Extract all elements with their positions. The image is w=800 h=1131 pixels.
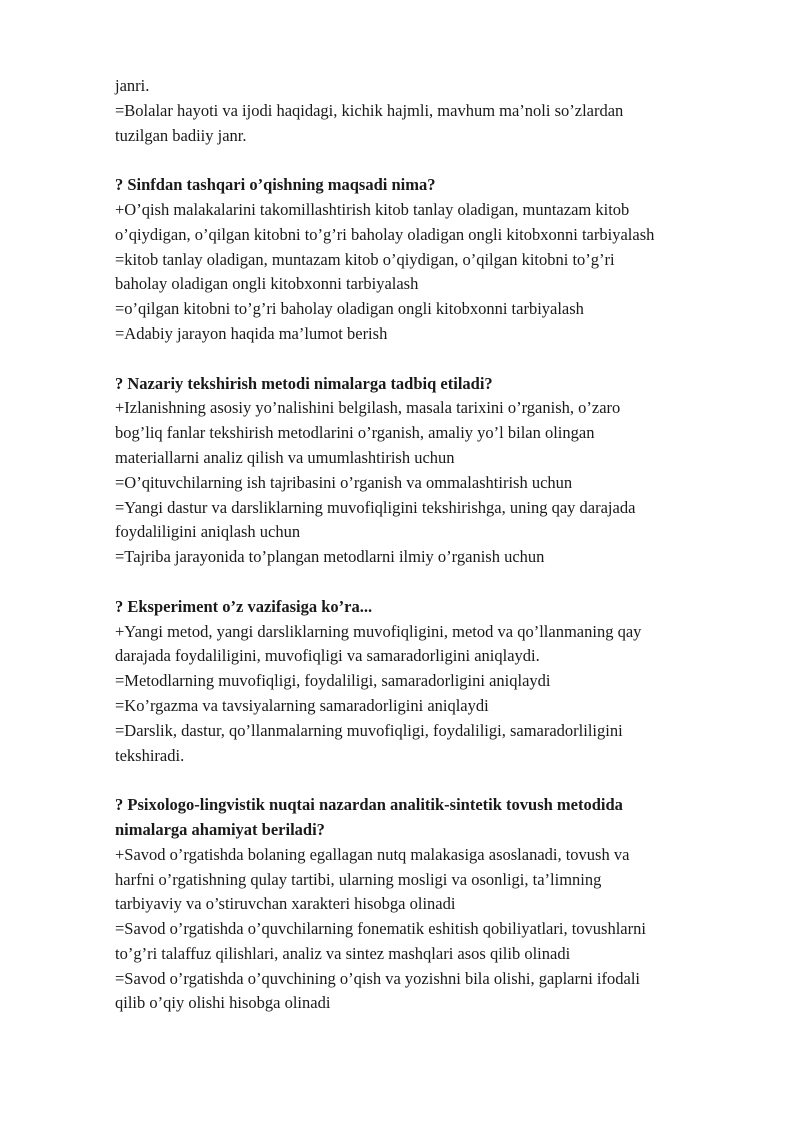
answer-line: +Yangi metod, yangi darsliklarning muvofiqligini, metod va qo’llanmaning qay: [115, 621, 642, 641]
answer-line: =kitob tanlay oladigan, muntazam kitob o’qiydigan, o’qilgan kitobni to’g’ri: [115, 249, 615, 269]
answer-line: harfni o’rgatishning qulay tartibi, ularning mosligi va osonligi, ta’limning: [115, 869, 602, 889]
answer-line: foydaliligini aniqlash uchun: [115, 522, 301, 542]
answer-line: +Izlanishning asosiy yo’nalishini belgilash, masala tarixini o’rganish, o’zaro: [115, 398, 621, 418]
paragraph-gap: [115, 148, 735, 173]
answer-line: tekshiradi.: [115, 745, 185, 765]
answer-line: darajada foydaliligini, muvofiqligi va samaradorligini aniqlaydi.: [115, 646, 540, 666]
answer-line: +O’qish malakalarini takomillashtirish kitob tanlay oladigan, muntazam kitob: [115, 199, 630, 219]
text-line: janri.: [115, 76, 150, 95]
answer-line: =O’qituvchilarning ish tajribasini o’rganish va ommalashtirish uchun: [115, 472, 573, 492]
answer-line: =Savod o’rgatishda o’quvchilarning fonematik eshitish qobiliyatlari, tovushlarni: [115, 919, 646, 939]
question-heading: ? Sinfdan tashqari o’qishning maqsadi nima?: [115, 175, 436, 195]
answer-line: =Savod o’rgatishda o’quvchining o’qish va yozishni bila olishi, gaplarni ifodali: [115, 968, 641, 988]
answer-line: o’qiydigan, o’qilgan kitobni to’g’ri baholay oladigan ongli kitobxonni tarbiyalash: [115, 224, 655, 244]
answer-line: baholay oladigan ongli kitobxonni tarbiyalash: [115, 274, 419, 294]
answer-line: to’g’ri talaffuz qilishlari, analiz va sintez mashqlari asos qilib olinadi: [115, 943, 571, 963]
answer-line: =Darslik, dastur, qo’llanmalarning muvofiqligi, foydaliligi, samaradorliligini: [115, 720, 623, 740]
answer-line: =Yangi dastur va darsliklarning muvofiqligini tekshirishga, uning qay darajada: [115, 497, 636, 517]
question-heading: ? Nazariy tekshirish metodi nimalarga tadbiq etiladi?: [115, 373, 493, 393]
document-page: [115, 74, 735, 1016]
answer-line: +Savod o’rgatishda bolaning egallagan nutq malakasiga asoslanadi, tovush va: [115, 844, 630, 864]
paragraph-gap: [115, 570, 735, 595]
answer-line: =Adabiy jarayon haqida ma’lumot berish: [115, 323, 388, 343]
answer-line: bog’liq fanlar tekshirish metodlarini o’rganish, amaliy yo’l bilan olingan: [115, 423, 595, 443]
answer-line: materiallarni analiz qilish va umumlashtirish uchun: [115, 447, 455, 467]
answer-line: tuzilgan badiiy janr.: [115, 125, 247, 145]
paragraph-gap: [115, 768, 735, 793]
question-heading: ? Eksperiment o’z vazifasiga ko’ra...: [115, 596, 373, 616]
answer-line: =Bolalar hayoti va ijodi haqidagi, kichik hajmli, mavhum ma’noli so’zlardan: [115, 100, 624, 120]
answer-line: =Ko’rgazma va tavsiyalarning samaradorligini aniqlaydi: [115, 695, 489, 715]
answer-line: tarbiyaviy va o’stiruvchan xarakteri hisobga olinadi: [115, 894, 456, 914]
answer-line: =o’qilgan kitobni to’g’ri baholay oladigan ongli kitobxonni tarbiyalash: [115, 299, 584, 319]
answer-line: qilib o’qiy olishi hisobga olinadi: [115, 993, 331, 1013]
question-heading: nimalarga ahamiyat beriladi?: [115, 819, 325, 839]
answer-line: =Tajriba jarayonida to’plangan metodlarni ilmiy o’rganish uchun: [115, 547, 545, 567]
answer-line: =Metodlarning muvofiqligi, foydaliligi, samaradorligini aniqlaydi: [115, 671, 551, 691]
question-heading: ? Psixologo-lingvistik nuqtai nazardan analitik-sintetik tovush metodida: [115, 795, 623, 815]
paragraph-gap: [115, 347, 735, 372]
